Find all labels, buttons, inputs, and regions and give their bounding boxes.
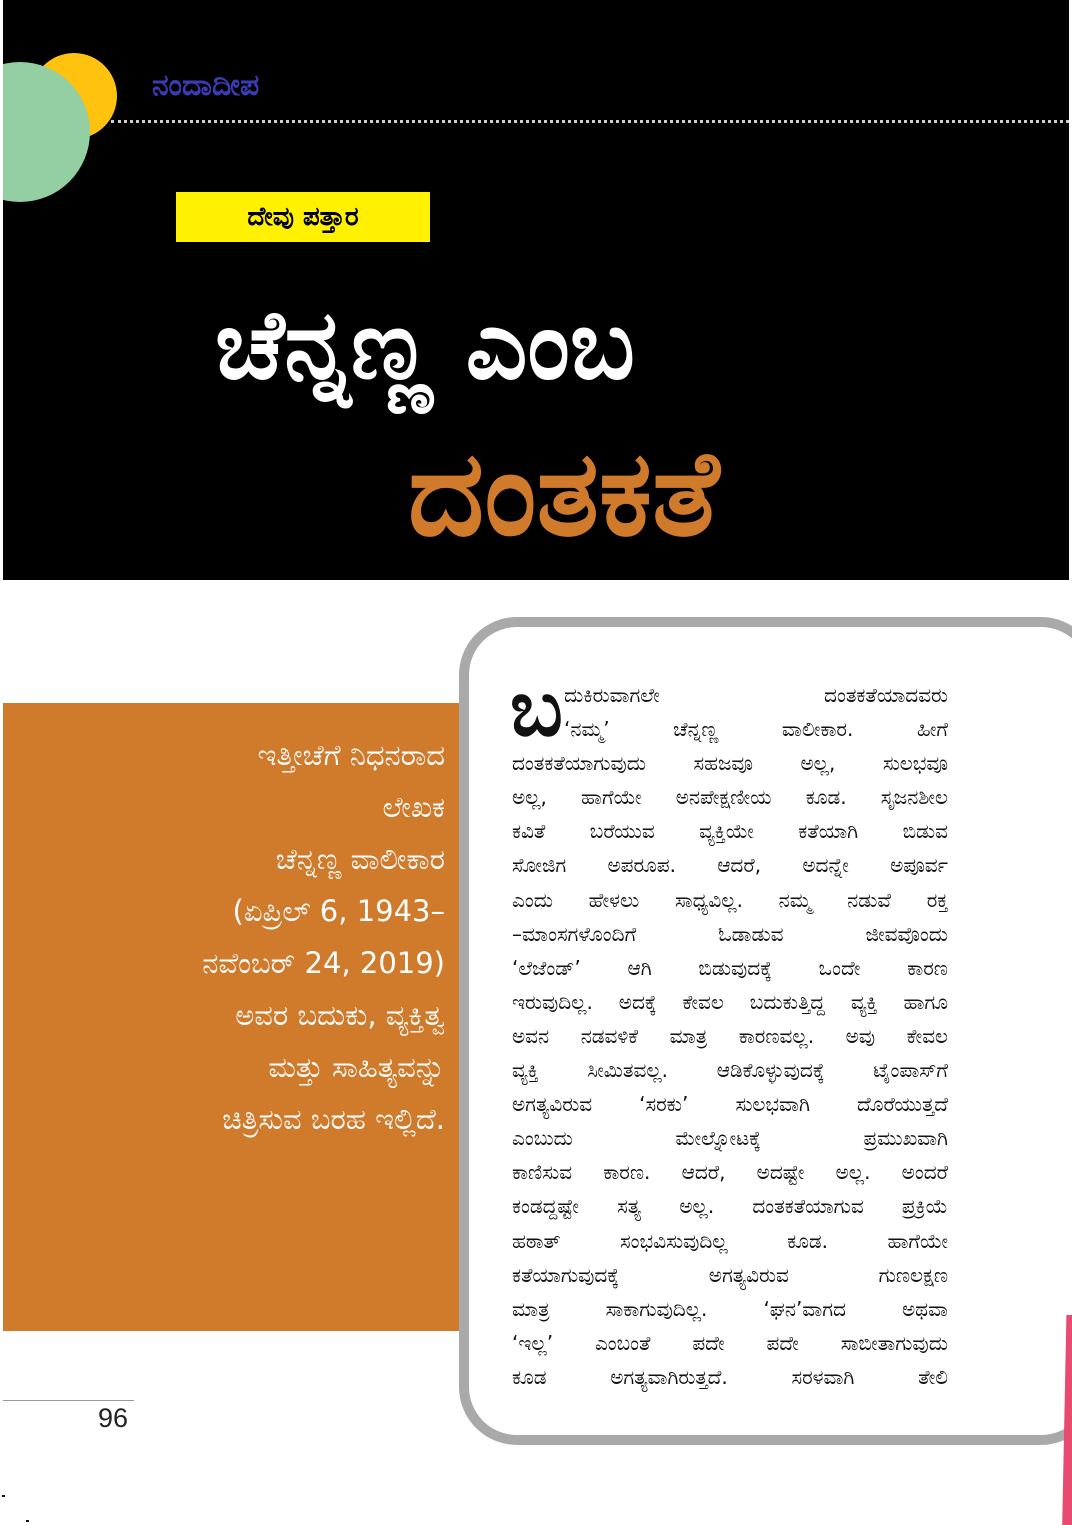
intro-line: ಲೇಖಕ <box>382 790 445 824</box>
intro-line: (ಏಪ್ರಿಲ್ 6, 1943– <box>232 894 445 928</box>
title-line-1: ಚೆನ್ನಣ್ಣ ಎಂಬ <box>215 289 635 401</box>
article-line: ‘ನಮ್ಮ’ ಚೆನ್ನಣ್ಣ ವಾಲೀಕಾರ. ಹೀಗೆ <box>564 717 948 742</box>
article-line: ದುಕಿರುವಾಗಲೇ ದಂತಕತೆಯಾದವರು <box>564 683 948 707</box>
article-line: ಇರುವುದಿಲ್ಲ. ಅದಕ್ಕೆ ಕೇವಲ ಬದುಕುತ್ತಿದ್ದ ವ್ಯಕ್ತಿ ಹಾಗೂ <box>512 989 948 1014</box>
article-line: ಅವನ ನಡವಳಿಕೆ ಮಾತ್ರ ಕಾರಣವಲ್ಲ. ಅವು ಕೇವಲ <box>512 1023 948 1048</box>
article-body <box>512 678 948 1394</box>
article-line: ಎಂದು ಹೇಳಲು ಸಾಧ್ಯವಿಲ್ಲ. ನಮ್ಮ ನಡುವೆ ರಕ್ತ <box>512 887 948 912</box>
intro-panel <box>3 703 465 1331</box>
crop-mark <box>2 1495 5 1497</box>
article-line: ವ್ಯಕ್ತಿ ಸೀಮಿತವಲ್ಲ. ಆಡಿಕೊಳ್ಳುವುದಕ್ಕೆ ಟೈಂಪಾಸ್‌ಗೆ <box>512 1058 948 1083</box>
intro-line: ನವೆಂಬರ್ 24, 2019) <box>202 946 445 980</box>
article-line: ದಂತಕತೆಯಾಗುವುದು ಸಹಜವೂ ಅಲ್ಲ, ಸುಲಭವೂ <box>512 751 948 776</box>
author-byline: ದೇವು ಪತ್ತಾರ <box>176 192 430 242</box>
intro-line: ಚೆನ್ನಣ್ಣ ವಾಲೀಕಾರ <box>275 842 445 876</box>
article-line: ಅಲ್ಲ, ಹಾಗೆಯೇ ಅನಪೇಕ್ಷಣೀಯ ಕೂಡ. ಸೃಜನಶೀಲ <box>512 785 948 810</box>
crop-mark <box>26 1520 29 1522</box>
article-line: ಅಗತ್ಯವಿರುವ ‘ಸರಕು’ ಸುಲಭವಾಗಿ ದೊರೆಯುತ್ತದೆ <box>512 1092 948 1117</box>
intro-line: ಇತ್ತೀಚೆಗೆ ನಿಧನರಾದ <box>257 738 445 772</box>
page-number: 96 <box>98 1403 129 1433</box>
article-line: ಮಾತ್ರ ಸಾಕಾಗುವುದಿಲ್ಲ. ‘ಘನ’ವಾಗದ ಅಥವಾ <box>512 1296 948 1321</box>
dotted-divider <box>111 120 1069 123</box>
intro-text <box>23 729 445 1145</box>
drop-cap: ಬ <box>510 664 563 754</box>
article-line: ‘ಲೆಜೆಂಡ್’ ಆಗಿ ಬಿಡುವುದಕ್ಕೆ ಒಂದೇ ಕಾರಣ <box>512 955 948 980</box>
hero-banner <box>3 0 1069 580</box>
intro-line: ಚಿತ್ರಿಸುವ ಬರಹ ಇಲ್ಲಿದೆ. <box>222 1102 445 1136</box>
article-line: ಸೋಜಿಗ ಅಪರೂಪ. ಆದರೆ, ಅದನ್ನೇ ಅಪೂರ್ವ <box>512 853 948 878</box>
article-line: ಹಠಾತ್ ಸಂಭವಿಸುವುದಿಲ್ಲ ಕೂಡ. ಹಾಗೆಯೇ <box>512 1228 948 1253</box>
section-label: ನಂದಾದೀಪ <box>152 68 260 103</box>
title-line-2: ದಂತಕತೆ <box>408 424 720 562</box>
article-line: ಎಂಬುದು ಮೇಲ್ನೋಟಕ್ಕೆ ಪ್ರಮುಖವಾಗಿ <box>512 1126 948 1151</box>
article-line: ಕೂಡ ಅಗತ್ಯವಾಗಿರುತ್ತದೆ. ಸರಳವಾಗಿ ತೇಲಿ <box>512 1364 948 1389</box>
article-line: ಕಂಡದ್ದಷ್ಟೇ ಸತ್ಯ ಅಲ್ಲ. ದಂತಕತೆಯಾಗುವ ಪ್ರಕ್ರಿಯೆ <box>512 1194 948 1219</box>
intro-line: ಮತ್ತು ಸಾಹಿತ್ಯವನ್ನು <box>268 1050 445 1084</box>
article-line: ಕತೆಯಾಗುವುದಕ್ಕೆ ಅಗತ್ಯವಿರುವ ಗುಣಲಕ್ಷಣ <box>512 1262 948 1287</box>
article-line: ಕವಿತೆ ಬರೆಯುವ ವ್ಯಕ್ತಿಯೇ ಕತೆಯಾಗಿ ಬಿಡುವ <box>512 819 948 844</box>
article-line: –ಮಾಂಸಗಳೊಂದಿಗೆ ಓಡಾಡುವ ಜೀವವೊಂದು <box>512 921 948 946</box>
article-line: ಕಾಣಿಸುವ ಕಾರಣ. ಆದರೆ, ಅದಷ್ಟೇ ಅಲ್ಲ. ಅಂದರೆ <box>512 1160 948 1185</box>
intro-line: ಅವರ ಬದುಕು, ವ್ಯಕ್ತಿತ್ವ <box>235 998 445 1032</box>
article-line: ‘ಇಲ್ಲ’ ಎಂಬಂತೆ ಪದೇ ಪದೇ ಸಾಬೀತಾಗುವುದು <box>512 1330 948 1355</box>
